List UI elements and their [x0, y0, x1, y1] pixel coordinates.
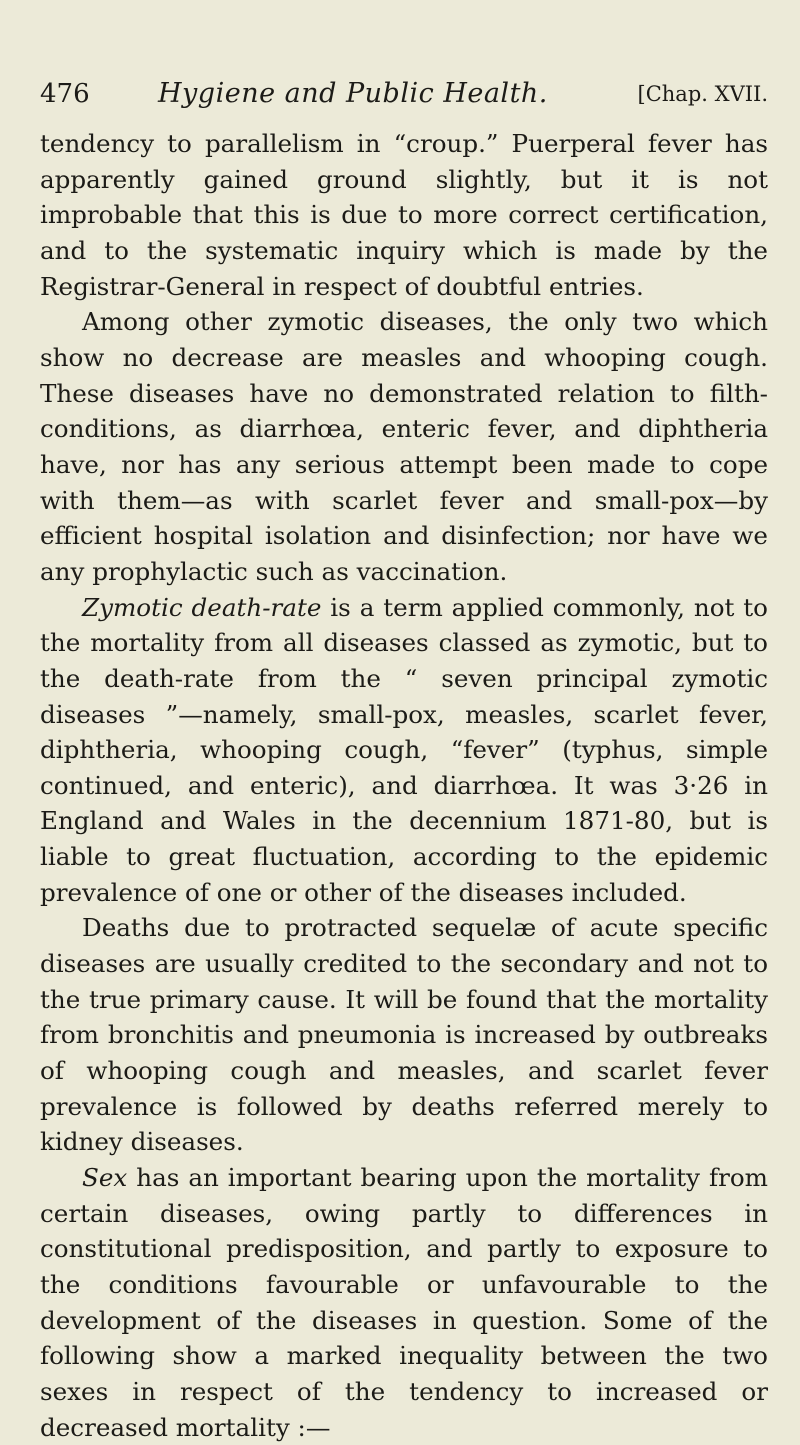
- body-text: [40, 126, 768, 1445]
- paragraph-text: has an important bearing upon the mortality from certain diseases, owing partly to differences in constitutional predisposition, and partly to exposure to the conditions favourable or unfavourable to the development of the diseases in question. Some of the following show a marked inequality between the two sexes in respect of the tendency to increased or decreased mortality :—: [40, 1163, 768, 1442]
- paragraph-zymotic-death-rate: [40, 590, 768, 911]
- paragraph-zymotic-diseases: Among other zymotic diseases, the only two which show no decrease are measles and whooping cough. These diseases have no demonstrated relation to filth-conditions, as diarrhœa, enteric fever, and diphtheria have, nor has any serious attempt been made to cope with them—as with scarlet fever and small-pox—by efficient hospital isolation and disinfection; nor have we any prophylactic such as vaccination.: [40, 307, 768, 586]
- paragraph-text: is a term applied commonly, not to the mortality from all diseases classed as zymotic, but to the death-rate from the “ seven principal zymotic diseases ”—namely, small-pox, measles, scarlet fever, diphtheria, whooping cough, “fever” (typhus, simple continued, and enteric), and diarrhœa. It was 3·26 in England and Wales in the decennium 1871-80, but is liable to great fluctuation, according to the epidemic prevalence of one or other of the diseases included.: [40, 592, 768, 907]
- term-sex: Sex: [82, 1163, 128, 1193]
- running-title: Hygiene and Public Health.: [158, 78, 548, 109]
- paragraph-sex: [40, 1160, 768, 1445]
- term-zymotic-death-rate: Zymotic death-rate: [82, 592, 322, 622]
- paragraph-sequelae: Deaths due to protracted sequelæ of acute specific diseases are usually credited to the secondary and not to the true primary cause. It will be found that the mortality from bronchitis and pneumonia is increased by outbreaks of whooping cough and measles, and scarlet fever prevalence is followed by deaths referred merely to kidney diseases.: [40, 913, 768, 1157]
- chapter-label: [Chap. XVII.: [637, 82, 768, 106]
- page-header: [40, 74, 768, 114]
- paragraph-continuation: tendency to parallelism in “croup.” Puerperal fever has apparently gained ground slightly, but it is not improbable that this is due to more correct certification, and to the systematic inquiry which is made by the Registrar-General in respect of doubtful entries.: [40, 129, 768, 301]
- page-number: 476: [40, 79, 90, 109]
